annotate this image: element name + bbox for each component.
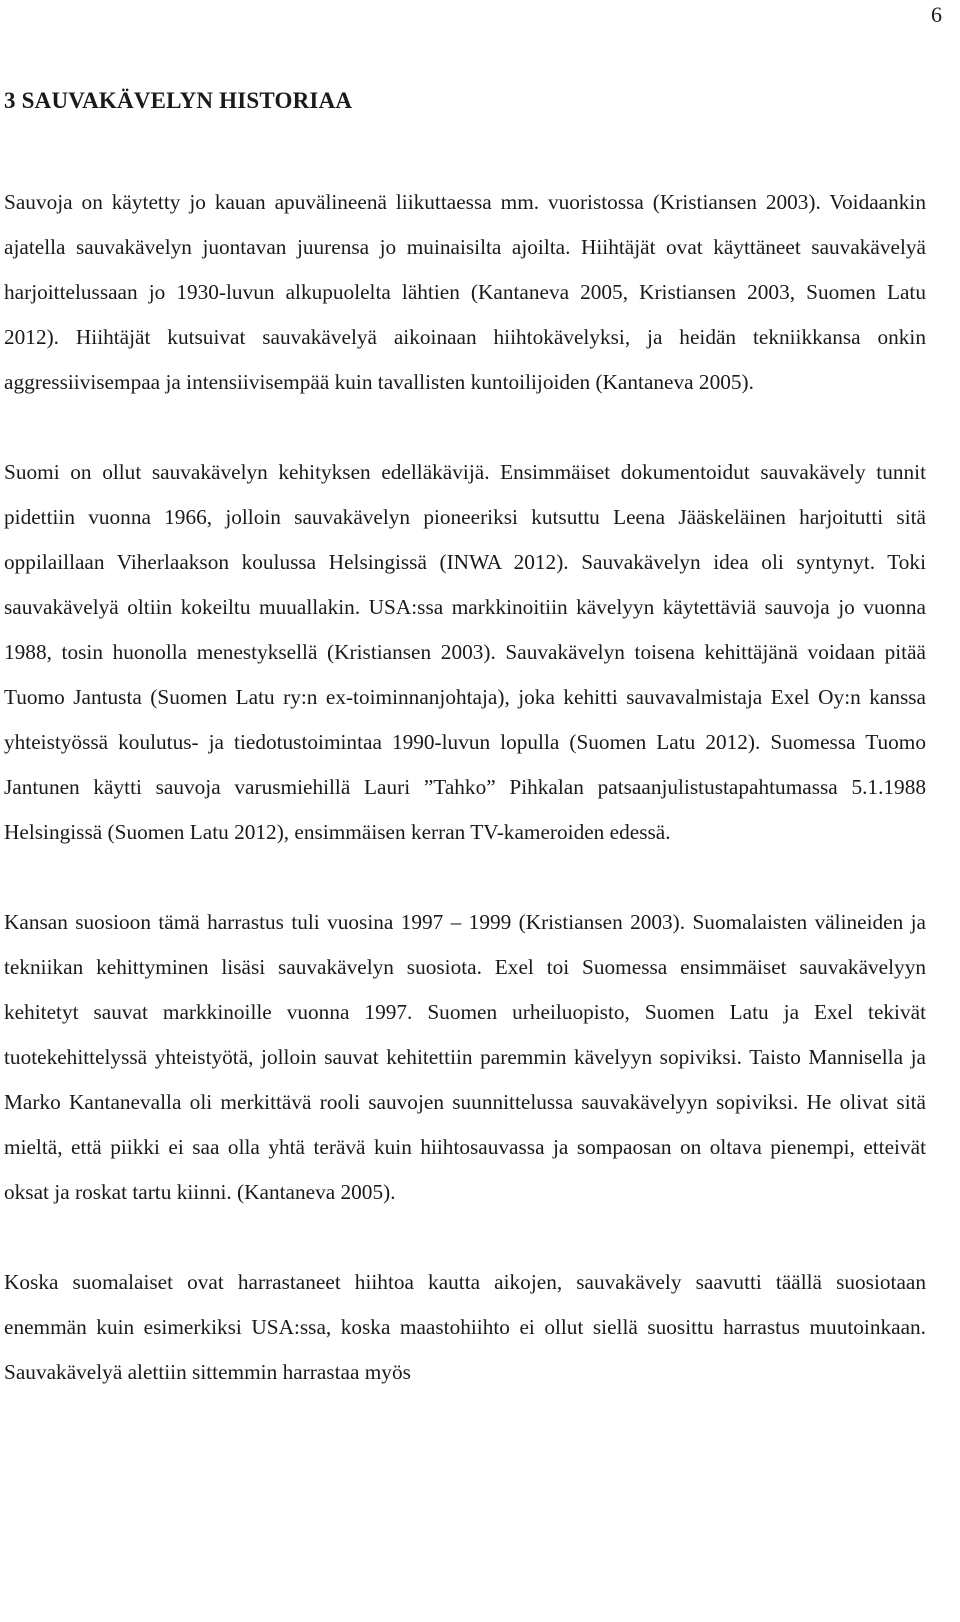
page-number: 6 (931, 2, 942, 27)
paragraph-1: Sauvoja on käytetty jo kauan apuvälineenä liikuttaessa mm. vuoristossa (Kristiansen 2003). Voidaankin ajatella sauvakävelyn juontavan juurensa jo muinaisilta ajoilta. Hiihtäjät ovat käyttäneet sauvakävelyä harjoittelussaan jo 1930-luvun alkupuolelta lähtien (Kantaneva 2005, Kristiansen 2003, Suomen Latu 2012). Hiihtäjät kutsuivat sauvakävelyä aikoinaan hiihtokävelyksi, ja heidän tekniikkansa onkin aggressiivisempaa ja intensiivisempää kuin tavallisten kuntoilijoiden (Kantaneva 2005). (4, 190, 926, 394)
paragraph-2: Suomi on ollut sauvakävelyn kehityksen edelläkävijä. Ensimmäiset dokumentoidut sauvakävely tunnit pidettiin vuonna 1966, jolloin sauvakävelyn pioneeriksi kutsuttu Leena Jääskeläinen harjoitutti sitä oppilaillaan Viherlaakson koulussa Helsingissä (INWA 2012). Sauvakävelyn idea oli syntynyt. Toki sauvakävelyä oltiin kokeiltu muuallakin. USA:ssa markkinoitiin kävelyyn käytettäviä sauvoja jo vuonna 1988, tosin huonolla menestyksellä (Kristiansen 2003). Sauvakävelyn toisena kehittäjänä voidaan pitää Tuomo Jantusta (Suomen Latu ry:n ex-toiminnanjohtaja), joka kehitti sauvavalmistaja Exel Oy:n kanssa yhteistyössä koulutus- ja tiedotustoimintaa 1990-luvun lopulla (Suomen Latu 2012). Suomessa Tuomo Jantunen käytti sauvoja varusmiehillä Lauri ”Tahko” Pihkalan patsaanjulistustapahtumassa 5.1.1988 Helsingissä (Suomen Latu 2012), ensimmäisen kerran TV-kameroiden edessä. (4, 460, 926, 844)
paragraph-4: Koska suomalaiset ovat harrastaneet hiihtoa kautta aikojen, sauvakävely saavutti täällä suosiotaan enemmän kuin esimerkiksi USA:ssa, koska maastohiihto ei ollut siellä suosittu harrastus muutoinkaan. Sauvakävelyä alettiin sittemmin harrastaa myös (4, 1270, 926, 1384)
section-heading: 3 SAUVAKÄVELYN HISTORIAA (4, 88, 353, 113)
paragraph-3: Kansan suosioon tämä harrastus tuli vuosina 1997 – 1999 (Kristiansen 2003). Suomalaisten välineiden ja tekniikan kehittyminen lisäsi sauvakävelyn suosiota. Exel toi Suomessa ensimmäiset sauvakävelyyn kehitetyt sauvat markkinoille vuonna 1997. Suomen urheiluopisto, Suomen Latu ja Exel tekivät tuotekehittelyssä yhteistyötä, jolloin sauvat kehitettiin paremmin kävelyyn sopiviksi. Taisto Mannisella ja Marko Kantanevalla oli merkittävä rooli sauvojen suunnittelussa sauvakävelyyn sopiviksi. He olivat sitä mieltä, että piikki ei saa olla yhtä terävä kuin hiihtosauvassa ja sompaosan on oltava pienempi, etteivät oksat ja roskat tartu kiinni. (Kantaneva 2005). (4, 910, 926, 1204)
body-text (4, 180, 926, 1395)
